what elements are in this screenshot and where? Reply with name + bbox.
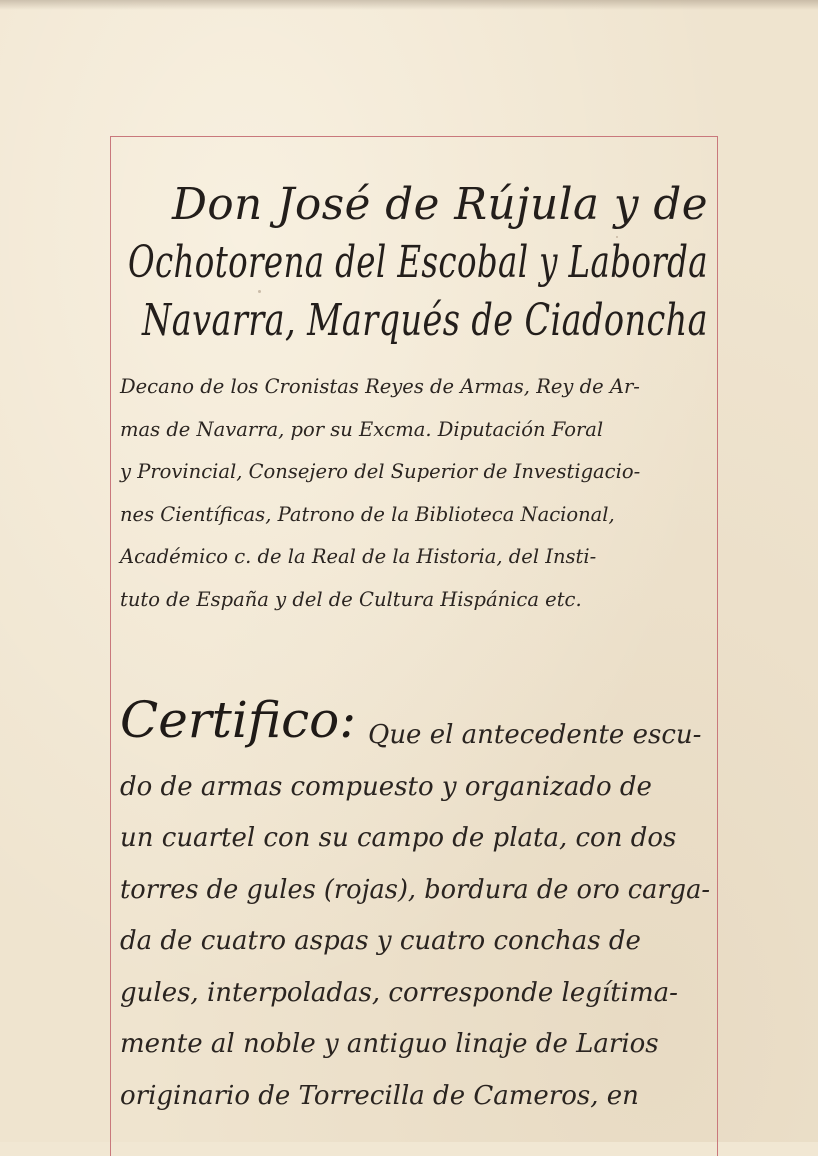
page-edge-shadow [0, 0, 818, 10]
document-title [128, 176, 708, 350]
body-line-3: un cuartel con su campo de plata, con dos [120, 823, 677, 853]
honors-line-2: mas de Navarra, por su Excma. Diputación Foral [120, 417, 604, 441]
body-line-7: mente al noble y antiguo linaje de Larios [120, 1029, 659, 1059]
paper-speck [258, 290, 261, 293]
certifico-heading: Certifico: [120, 691, 357, 749]
body-line-6: gules, interpoladas, corresponde legítima- [120, 977, 678, 1008]
certificate-body [120, 710, 715, 1122]
body-line-2: do de armas compuesto y organizado de [120, 771, 652, 802]
title-line-2: Ochotorena del Escobal y Laborda [128, 237, 708, 288]
body-line-1: Que el antecedente escu- [368, 720, 702, 750]
body-line-4: torres de gules (rojas), bordura de oro carga- [120, 874, 710, 905]
body-line-5: da de cuatro aspas y cuatro conchas de [120, 926, 641, 956]
titles-and-honors-paragraph [120, 366, 715, 621]
honors-line-1: Decano de los Cronistas Reyes de Armas, Rey de Ar- [120, 375, 640, 398]
honors-line-3: y Provincial, Consejero del Superior de Investigacio- [120, 460, 641, 483]
body-line-8: originario de Torrecilla de Cameros, en [120, 1080, 639, 1111]
honors-line-5: Académico c. de la Real de la Historia, del Insti- [120, 545, 597, 568]
honors-line-4: nes Científicas, Patrono de la Biblioteca Nacional, [120, 502, 615, 526]
paper-speck [616, 236, 618, 238]
honors-line-6: tuto de España y del de Cultura Hispánica etc. [120, 587, 582, 611]
title-line-3: Navarra, Marqués de Ciadoncha [142, 295, 708, 346]
title-line-1: Don José de Rújula y de [172, 179, 708, 230]
